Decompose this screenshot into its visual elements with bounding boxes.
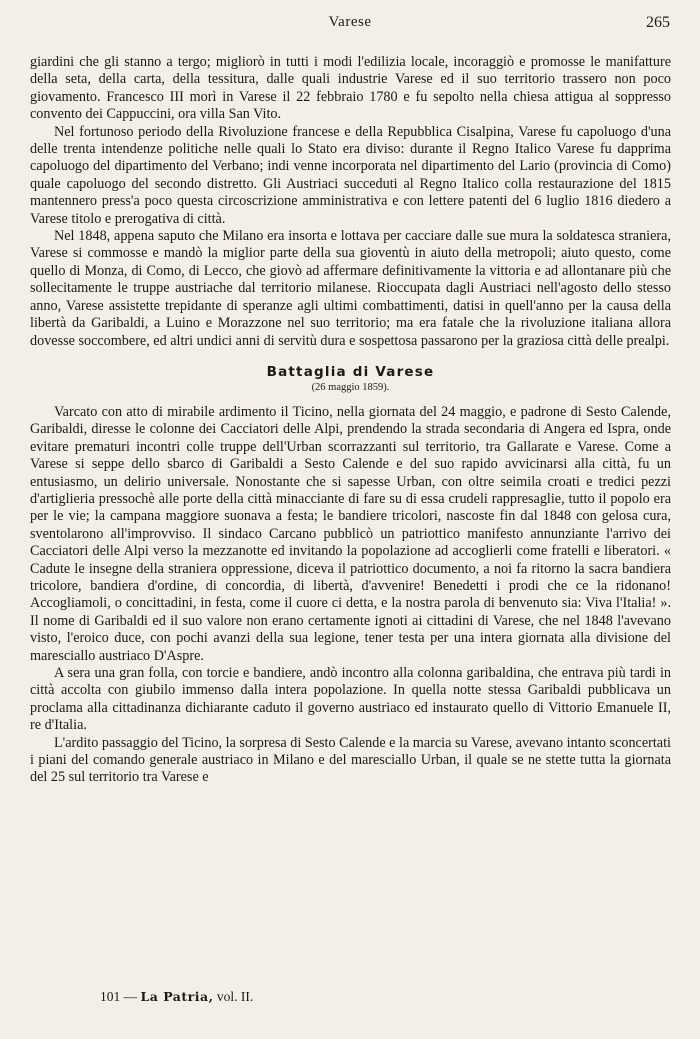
section-title: Battaglia di Varese: [266, 363, 435, 380]
page-header: [30, 14, 670, 36]
volume-label: vol. II.: [216, 989, 254, 1004]
paragraph: L'ardito passaggio del Ticino, la sorpresa di Sesto Calende e la marcia su Varese, avevano intanto sconcertati i piani del comando generale austriaco in Milano e del maresciallo Urban, il quale se ne stette tutta la giornata del 25 sul territorio tra Varese e: [30, 734, 671, 786]
body-text: [30, 54, 671, 787]
running-title: Varese: [328, 14, 372, 30]
page-number: 265: [646, 14, 670, 31]
paragraph: Nel 1848, appena saputo che Milano era insorta e lottava per cacciare dalle sue mura la soldatesca straniera, Varese si commosse e mandò la miglior parte della sua gioventù in aiuto della metropoli; aiuto questo, come quello di Monza, di Como, di Lecco, che giovò ad affermare definitivamente la vittoria e ad allontanare più che sollecitamente le truppe austriache dal territorio milanese. Rioccupata dagli Austriaci nell'agosto dello stesso anno, Varese assistette trepidante di speranze agli ultimi combattimenti, datisi in quell'anno per la causa della libertà da Garibaldi, a Luino e Morazzone nel suo territorio; ma era fatale che la rivoluzione italiana allora dovesse soccombere, ed altri undici anni di servitù dura e sospettosa passarono per la graziosa città delle prealpi.: [30, 228, 671, 349]
paragraph: Nel fortunoso periodo della Rivoluzione francese e della Repubblica Cisalpina, Varese fu capoluogo d'una delle trenta intendenze politiche nelle quali lo Stato era diviso: durante il Regno Italico Varese fu dapprima capoluogo del dipartimento del Verbano; indi venne incorporata nel dipartimento del Lario (provincia di Como) quale capoluogo del secondo distretto. Gli Austriaci succeduti al Regno Italico colla restaurazione del 1815 mantennero press'a poco questa circoscrizione amministrativa e con lettere patenti del 6 luglio 1816 diedero a Varese titolo e prerogativa di città.: [30, 123, 671, 227]
paragraph: giardini che gli stanno a tergo; migliorò in tutti i modi l'edilizia locale, incoraggiò e promosse le manifatture della seta, della carta, della tessitura, dalle quali industrie Varese ed il suo territorio trassero non poco giovamento. Francesco III morì in Varese il 22 febbraio 1780 e fu sepolto nella chiesa attigua al soppresso convento dei Cappuccini, ora villa San Vito.: [30, 54, 671, 123]
paragraph: Varcato con atto di mirabile ardimento il Ticino, nella giornata del 24 maggio, e padrone di Sesto Calende, Garibaldi, diresse le colonne dei Cacciatori delle Alpi, prendendo la strada secondaria di Angera ed Ispra, onde evitare prematuri incontri colle truppe dell'Urban scorrazzanti sul territorio, tra Gallarate e Varese. Come a Varese si seppe dello sbarco di Garibaldi a Sesto Calende e del suo rapido avvicinarsi alla città, fu un entusiasmo, un delirio universale. Nonostante che si sapesse Urban, con oltre seimila croati e tredici pezzi d'artiglieria pressochè alle porte della città minacciante di fare su di essa crudeli rappresaglie, tutto il popolo era per le vie; la campana maggiore suonava a festa; le bandiere tricolori, nascoste fin dal 1848 con gelosa cura, sventolarono all'improvviso. Il sindaco Carcano pubblicò un patriottico manifesto annunziante l'arrivo dei Cacciatori delle Alpi verso la mezzanotte ed invitando la popolazione ad accoglierli come fratelli e liberatori. « Cadute le insegne della straniera oppressione, diceva il patriottico documento, a noi fa ritorno la sacra bandiera tricolore, bandiera d'ordine, di concordia, di libertà, d'avvenire! Benedetti i prodi che ce la ridonano! Accogliamoli, o concittadini, in festa, come il cuore ci detta, e la nostra parola di benvenuto sia: Viva l'Italia! ». Il nome di Garibaldi ed il suo valore non erano certamente ignoti ai cittadini di Varese, che nel 1848 l'avevano visto, l'eroico duce, con pochi avanzi della sua legione, tener testa per una intera giornata alla divisione del maresciallo austriaco D'Aspre.: [30, 403, 671, 664]
paragraph: A sera una gran folla, con torcie e bandiere, andò incontro alla colonna garibaldina, che entrava più tardi in città accolta con giubilo immenso dalla intera popolazione. In quella notte stessa Garibaldi pubblicava un proclama alla cittadinanza dichiarante caduto il governo austriaco ed instaurato quello di Vittorio Emanuele II, re d'Italia.: [30, 665, 671, 734]
publication-title: La Patria,: [140, 989, 214, 1004]
signature-mark: 101 —: [100, 989, 138, 1004]
page-footer: [100, 989, 253, 1005]
section-date: (26 maggio 1859).: [311, 381, 390, 393]
